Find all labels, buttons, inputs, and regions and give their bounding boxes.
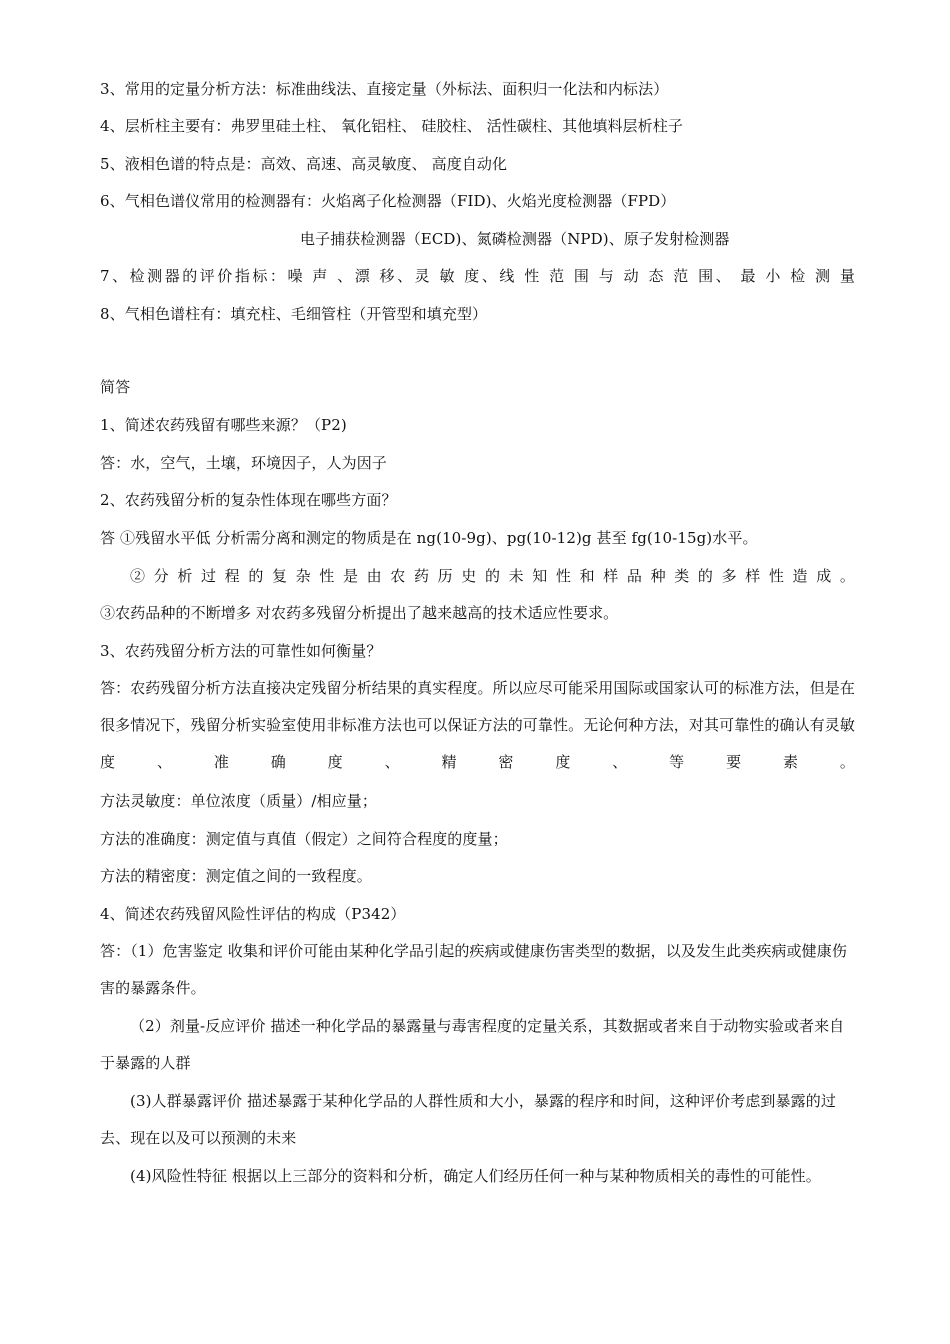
- fill-item-6-line2: 电子捕获检测器（ECD)、氮磷检测器（NPD)、原子发射检测器: [300, 230, 730, 248]
- section-heading: 简答: [100, 378, 131, 396]
- fill-item-8: 8、气相色谱柱有：填充柱、毛细管柱（开管型和填充型）: [100, 305, 488, 323]
- answer-4-part1: 答：（1）危害鉴定 收集和评价可能由某种化学品引起的疾病或健康伤害类型的数据，以及发生此类疾病或健康伤害的暴露条件。: [100, 942, 847, 997]
- answer-3-sensitivity: 方法灵敏度：单位浓度（质量）/相应量；: [100, 792, 377, 810]
- fill-item-5: 5、液相色谱的特点是：高效、高速、高灵敏度、 高度自动化: [100, 155, 508, 173]
- answer-2-line2: ② 分 析 过 程 的 复 杂 性 是 由 农 药 历 史 的 未 知 性 和 样 品 种 类 的 多 样 性 造 成 。: [130, 567, 855, 585]
- answer-3-paragraph: 答：农药残留分析方法直接决定残留分析结果的真实程度。所以应尽可能采用国际或国家认可的标准方法，但是在很多情况下，残留分析实验室使用非标准方法也可以保证方法的可靠性。无论何种方法，对其可靠性的确认有灵敏度、准确度、精密度、等要素。: [100, 679, 855, 771]
- fill-item-3: 3、常用的定量分析方法：标准曲线法、直接定量（外标法、面积归一化法和内标法）: [100, 80, 669, 98]
- question-4: 4、简述农药残留风险性评估的构成（P342）: [100, 905, 406, 923]
- fill-item-4: 4、层析柱主要有：弗罗里硅土柱、 氧化铝柱、 硅胶柱、 活性碳柱、其他填料层析柱子: [100, 117, 683, 135]
- answer-3-accuracy: 方法的准确度：测定值与真值（假定）之间符合程度的度量；: [100, 830, 508, 848]
- answer-4-part3: (3)人群暴露评价 描述暴露于某种化学品的人群性质和大小，暴露的程序和时间，这种评价考虑到暴露的过去、现在以及可以预测的未来: [100, 1092, 836, 1147]
- fill-item-6-line1: 6、气相色谱仪常用的检测器有：火焰离子化检测器（FID)、火焰光度检测器（FPD）: [100, 192, 676, 210]
- answer-4-part2: （2）剂量-反应评价 描述一种化学品的暴露量与毒害程度的定量关系，其数据或者来自于动物实验或者来自于暴露的人群: [100, 1017, 845, 1072]
- answer-4-part4: (4)风险性特征 根据以上三部分的资料和分析，确定人们经历任何一种与某种物质相关的毒性的可能性。: [130, 1167, 821, 1185]
- question-1: 1、简述农药残留有哪些来源？（P2): [100, 416, 347, 434]
- answer-1: 答：水，空气，土壤，环境因子，人为因子: [100, 454, 387, 472]
- fill-item-7: 7、检测器的评价指标：噪 声 、漂 移、灵 敏 度、线 性 范 围 与 动 态 范 围、 最 小 检 测 量: [100, 267, 855, 285]
- answer-2-line1: 答 ①残留水平低 分析需分离和测定的物质是在 ng(10-9g)、pg(10-12)g 甚至 fg(10-15g)水平。: [100, 529, 758, 547]
- question-3: 3、农药残留分析方法的可靠性如何衡量？: [100, 642, 382, 660]
- answer-3-precision: 方法的精密度：测定值之间的一致程度。: [100, 867, 372, 885]
- answer-2-line3: ③农药品种的不断增多 对农药多残留分析提出了越来越高的技术适应性要求。: [100, 604, 619, 622]
- question-2: 2、农药残留分析的复杂性体现在哪些方面？: [100, 491, 397, 509]
